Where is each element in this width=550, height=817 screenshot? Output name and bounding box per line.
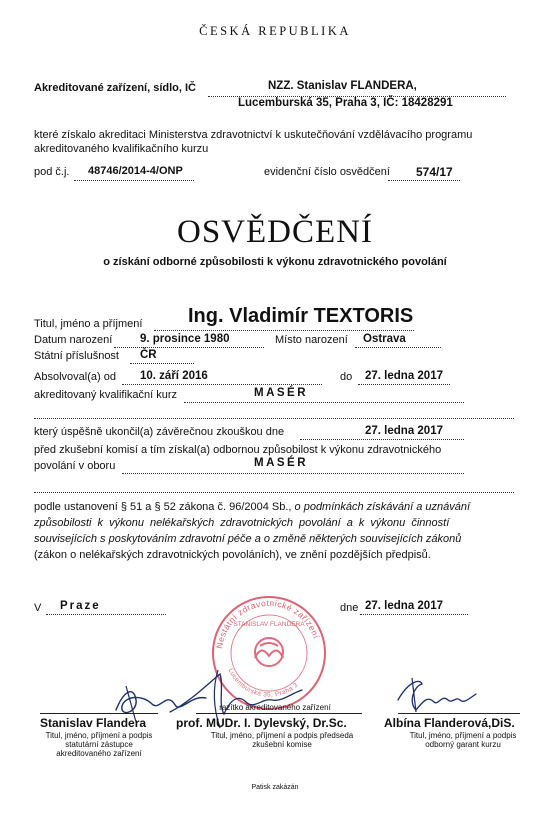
- place-dots: [46, 614, 166, 615]
- field-dots: [122, 473, 464, 474]
- country-header: ČESKÁ REPUBLIKA: [199, 24, 351, 38]
- exam-value: 27. ledna 2017: [365, 425, 443, 437]
- exam-dots: [300, 439, 464, 440]
- signatory-1-name: Stanislav Flandera: [40, 716, 147, 730]
- signatory-3-name: Albína Flanderová,DiS.: [384, 716, 515, 730]
- stamp-outer-text: Nestátní zdravotnické zařízení: [214, 597, 322, 650]
- from-dots: [122, 384, 322, 385]
- accreditation-label: Akreditované zařízení, sídlo, IČ: [34, 82, 196, 94]
- legal-line-1: [34, 501, 470, 513]
- place-label: V: [34, 602, 42, 614]
- field-dots-2: [34, 492, 514, 493]
- accreditation-text-1: které získalo akreditaci Ministerstva zdravotnictví k uskutečňování vzdělávacího programu: [34, 129, 473, 141]
- pob-value: Ostrava: [363, 333, 406, 345]
- document-subtitle: o získání odborné způsobilosti k výkonu zdravotnického povolání: [103, 256, 447, 268]
- signature-line-3: [398, 713, 520, 714]
- stamp-caption: razítko akreditovaného zařízení: [219, 703, 331, 712]
- evid-dots: [388, 180, 460, 181]
- course-dots-2: [34, 418, 514, 419]
- accreditation-text-2: akreditovaného kvalifikačního kurzu: [34, 143, 209, 155]
- course-dots: [184, 402, 464, 403]
- stamp-bottom-text: Lucemburská 35, Praha 3: [226, 667, 300, 699]
- commission-text-2: povolání v oboru: [34, 460, 116, 472]
- document-title: OSVĚDČENÍ: [177, 214, 373, 250]
- from-label: Absolvoval(a) od: [34, 371, 116, 383]
- dob-label: Datum narození: [34, 334, 113, 346]
- pob-label: Místo narození: [275, 334, 348, 346]
- accreditation-name: NZZ. Stanislav FLANDERA,: [268, 80, 417, 92]
- field-value: MASÉR: [254, 457, 309, 469]
- cj-dots: [74, 180, 194, 181]
- to-dots: [358, 384, 450, 385]
- stamp-name-text: STANISLAV FLANDERA: [233, 621, 305, 628]
- legal-line-4: (zákon o nelékařských zdravotnických povoláních), ve znění pozdějších předpisů.: [34, 549, 431, 561]
- nationality-label: Státní příslušnost: [34, 350, 119, 362]
- evid-value: 574/17: [416, 165, 453, 179]
- evid-label: evidenční číslo osvědčení: [264, 166, 390, 178]
- to-label: do: [340, 371, 353, 383]
- course-label: akreditovaný kvalifikační kurz: [34, 389, 178, 401]
- signatory-2-name: prof. MUDr. I. Dylevský, Dr.Sc.: [176, 716, 347, 730]
- pob-dots: [355, 347, 441, 348]
- dob-value: 9. prosince 1980: [140, 333, 230, 345]
- nationality-value: ČR: [140, 349, 157, 361]
- from-value: 10. září 2016: [140, 370, 208, 382]
- date-dots: [360, 614, 468, 615]
- exam-label: který úspěšně ukončil(a) závěrečnou zkouškou dne: [34, 426, 285, 438]
- signature-line-1: [40, 713, 158, 714]
- footer-note: Patisk zakázán: [251, 784, 299, 791]
- cj-value: 48746/2014-4/ONP: [88, 165, 183, 177]
- commission-text-1: před zkušební komisí a tím získal(a) odbornou způsobilost k výkonu zdravotnického: [34, 444, 442, 456]
- legal-line-1a: podle ustanovení § 51 a § 52 zákona č. 96/2004 Sb.,: [34, 501, 295, 513]
- signature-line-2: [196, 713, 362, 714]
- legal-line-2: způsobilosti k výkonu nelékařských zdravotnických povolání a k výkonu činností: [34, 517, 450, 529]
- legal-line-3: souvisejících s poskytováním zdravotní péče a o změně některých souvisejících zákonů: [34, 533, 462, 545]
- date-label: dne: [340, 602, 359, 614]
- accreditation-address: Lucemburská 35, Praha 3, IČ: 18428291: [238, 97, 453, 109]
- signature-flanderova: [388, 672, 498, 722]
- signatory-3-role: Titul, jméno, příjmení a podpis odborný garant kurzu: [409, 731, 517, 749]
- name-value: Ing. Vladimír TEXTORIS: [188, 305, 414, 327]
- place-value: Praze: [60, 600, 101, 612]
- to-value: 27. ledna 2017: [365, 370, 443, 382]
- cj-label: pod č.j.: [34, 166, 70, 178]
- signatory-1-role: Titul, jméno, příjmení a podpis statutární zástupce akreditovaného zařízení: [45, 731, 153, 758]
- date-value: 27. ledna 2017: [365, 600, 443, 612]
- course-value: MASÉR: [254, 387, 309, 399]
- signatory-2-role: Titul, jméno, příjmení a podpis předseda zkušební komise: [210, 731, 354, 749]
- nationality-dots: [130, 363, 194, 364]
- name-label: Titul, jméno a příjmení: [34, 318, 143, 330]
- legal-line-1b: o podmínkách získávání a uznávání: [294, 501, 471, 513]
- name-dots: [154, 330, 414, 331]
- dob-dots: [114, 347, 264, 348]
